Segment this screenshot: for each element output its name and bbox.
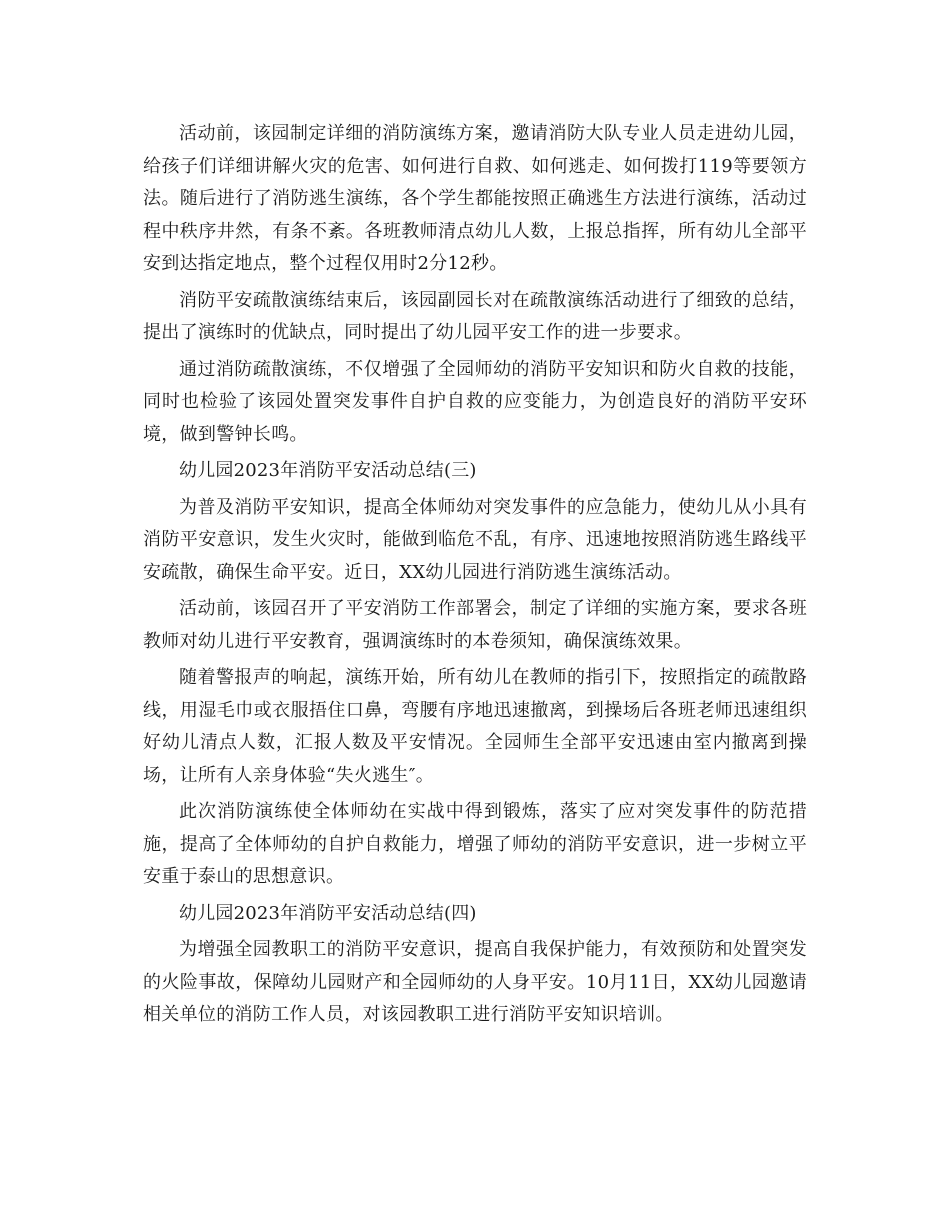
paragraph-section-three-evacuation: 随着警报声的响起，演练开始，所有幼儿在教师的指引下，按照指定的疏散路线，用湿毛巾或衣服捂住口鼻，弯腰有序地迅速撤离，到操场后各班老师迅速组织好幼儿清点人数，汇报人数及平安情况。全园师生全部平安迅速由室内撤离到操场，让所有人亲身体验“失火逃生″。 <box>143 667 807 786</box>
paragraph-section-three-preparation: 活动前，该园召开了平安消防工作部署会，制定了详细的实施方案，要求各班教师对幼儿进行平安教育，强调演练时的本卷须知，确保演练效果。 <box>143 598 807 652</box>
paragraph-section-three-intro: 为普及消防平安知识，提高全体师幼对突发事件的应急能力，使幼儿从小具有消防平安意识，发生火灾时，能做到临危不乱，有序、迅速地按照消防逃生路线平安疏散，确保生命平安。近日，XX幼儿园进行消防逃生演练活动。 <box>143 496 807 583</box>
paragraph-drill-summary: 消防平安疏散演练结束后，该园副园长对在疏散演练活动进行了细致的总结，提出了演练时的优缺点，同时提出了幼儿园平安工作的进一步要求。 <box>143 289 807 343</box>
paragraph-section-four-intro: 为增强全园教职工的消防平安意识，提高自我保护能力，有效预防和处置突发的火险事故，保障幼儿园财产和全园师幼的人身平安。10月11日，XX幼儿园邀请相关单位的消防工作人员，对该园教职工进行消防平安知识培训。 <box>143 939 807 1025</box>
section-heading-four: 幼儿园2023年消防平安活动总结(四) <box>179 902 477 924</box>
paragraph-drill-outcome: 通过消防疏散演练，不仅增强了全园师幼的消防平安知识和防火自救的技能，同时也检验了该园处置突发事件自护自救的应变能力，为创造良好的消防平安环境，做到警钟长鸣。 <box>143 358 807 445</box>
paragraph-section-three-result: 此次消防演练使全体师幼在实战中得到锻炼，落实了应对突发事件的防范措施，提高了全体师幼的自护自救能力，增强了师幼的消防平安意识，进一步树立平安重于泰山的思想意识。 <box>143 801 807 887</box>
document-page <box>143 118 807 1036</box>
paragraph-drill-preparation: 活动前，该园制定详细的消防演练方案，邀请消防大队专业人员走进幼儿园，给孩子们详细讲解火灾的危害、如何进行自救、如何逃走、如何拨打119等要领方法。随后进行了消防逃生演练，各个学生都能按照正确逃生方法进行演练，活动过程中秩序井然，有条不紊。各班教师清点幼儿人数，上报总指挥，所有幼儿全部平安到达指定地点，整个过程仅用时2分12秒。 <box>143 123 807 274</box>
section-heading-three: 幼儿园2023年消防平安活动总结(三) <box>179 460 477 481</box>
